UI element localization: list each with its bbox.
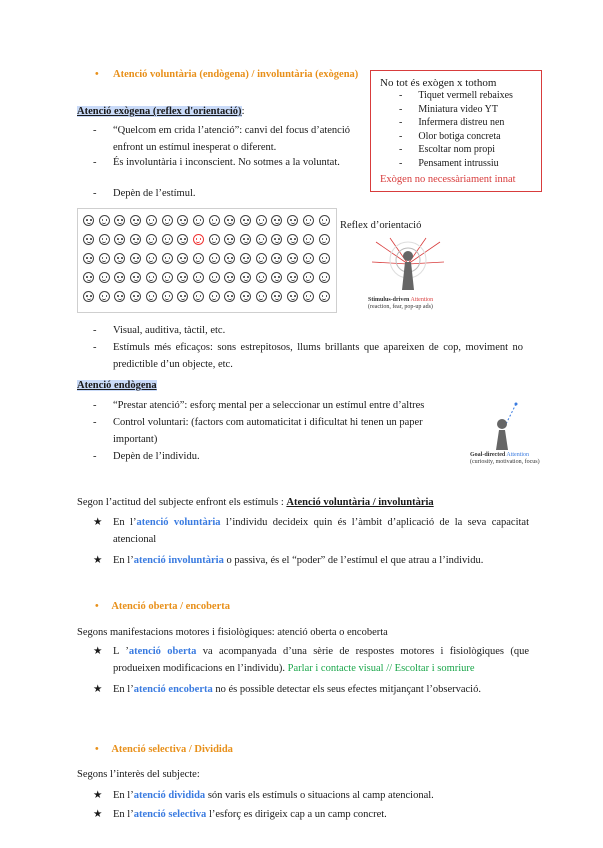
endogena-list [93, 397, 458, 465]
smiley-face-icon [271, 272, 282, 283]
list-item [93, 122, 363, 156]
note-item-text: Miniatura video YT [418, 103, 498, 115]
text-post: va acompanyada d’una sèrie de respostes motores i fisiològiques (que produeixen modificacions en l’individu). [113, 646, 529, 674]
smiley-face-icon [114, 272, 125, 283]
actitud-intro [77, 497, 537, 508]
figure1-label-rest: Attention [410, 297, 434, 303]
smiley-face-icon [162, 291, 173, 302]
text-post: són varis els estímuls o situacions al camp atencional. [205, 790, 434, 801]
smiley-face-icon [209, 234, 220, 245]
list-item-text: “Prestar atenció”: esforç mental per a seleccionar un estímul entre d’altres [113, 400, 425, 411]
dash-icon: - [93, 157, 97, 168]
dash-icon: - [399, 158, 403, 169]
smiley-face-icon [224, 291, 235, 302]
smiley-face-icon [287, 291, 298, 302]
note-item-text: Infermera distreu nen [418, 117, 505, 129]
heading-selectiva-dividida [95, 744, 233, 755]
smiley-face-icon [224, 215, 235, 226]
term-dividida: atenció dividida [133, 790, 206, 801]
heading-text: Atenció selectiva / Dividida [111, 744, 233, 755]
endogena-heading [77, 380, 157, 391]
smiley-face-icon [319, 291, 330, 302]
list-item [93, 322, 523, 339]
smiley-face-icon [130, 234, 141, 245]
smiley-face-icon [209, 215, 220, 226]
dash-icon: - [399, 130, 403, 142]
smiley-face-icon [287, 215, 298, 226]
smiley-face-icon [193, 215, 204, 226]
text-post: l’individu decideix quin és l’àmbit d’aplicació de la seva capacitat atencional [113, 517, 530, 545]
smiley-face-icon [162, 215, 173, 226]
smiley-face-icon [240, 215, 251, 226]
dash-icon: - [93, 125, 97, 136]
list-item-text: És involuntària i inconscient. No sotmes a la voluntat. [113, 157, 340, 168]
list-item [93, 552, 529, 569]
smiley-face-icon [114, 234, 125, 245]
heading-bullet: • [95, 744, 99, 755]
smiley-face-icon [303, 234, 314, 245]
actitud-intro-bold: Atenció voluntària / involuntària [286, 497, 434, 508]
smiley-face-icon [193, 272, 204, 283]
smiley-face-icon [224, 253, 235, 264]
star-icon: ★ [93, 790, 103, 801]
smiley-face-icon [146, 234, 157, 245]
dash-icon: - [93, 451, 97, 462]
smiley-face-icon [146, 215, 157, 226]
smiley-face-icon [177, 253, 188, 264]
smiley-face-icon [319, 234, 330, 245]
list-item-text: Estímuls més eficaços: sons estrepitosos, llums brillants que apareixen de cop, moviment no predictible d’un objecte, etc. [113, 342, 523, 370]
term-involuntaria: atenció involuntària [133, 555, 224, 566]
list-item-text: Visual, auditiva, tàctil, etc. [113, 325, 226, 336]
endogena-title: Atenció endògena [77, 380, 157, 391]
goal-directed-attention-figure [478, 402, 528, 450]
dash-icon: - [93, 417, 97, 428]
smiley-face-icon [240, 253, 251, 264]
smiley-face-icon [193, 291, 204, 302]
star-icon: ★ [93, 555, 103, 566]
smiley-face-icon [114, 253, 125, 264]
smiley-face-icon [99, 234, 110, 245]
smiley-face-icon [177, 234, 188, 245]
interes-list [93, 786, 529, 824]
list-item-text: Control voluntari: (factors com automaticitat i dificultat hi tenen un paper important) [113, 417, 423, 445]
text-post: l’esforç es dirigeix cap a un camp concret. [206, 809, 387, 820]
list-item-text [113, 514, 529, 548]
smiley-face-icon [303, 291, 314, 302]
note-title: No tot és exògen x tothom [380, 77, 497, 89]
smiley-grid-figure [77, 208, 337, 313]
smiley-face-icon [146, 253, 157, 264]
exogena-colon: : [241, 106, 245, 117]
list-item [93, 514, 529, 548]
list-item-text [113, 786, 529, 805]
dash-icon: - [399, 90, 403, 101]
heading-bullet: • [95, 601, 99, 612]
list-item [93, 805, 529, 824]
smiley-face-icon [303, 215, 314, 226]
list-item [93, 448, 458, 465]
smiley-face-icon [83, 234, 94, 245]
text-pre: L ’ [113, 646, 129, 657]
term-selectiva: atenció selectiva [133, 809, 207, 820]
heading-text: Atenció oberta / encoberta [111, 601, 230, 612]
exogena-title: Atenció exògena (reflex d'orientació) [77, 106, 242, 117]
figure1-caption: Reflex d’orientació [340, 220, 422, 231]
list-item [93, 156, 363, 169]
list-item [93, 185, 363, 202]
smiley-face-icon [177, 272, 188, 283]
figure2-label [470, 452, 540, 466]
smiley-face-icon [177, 291, 188, 302]
smiley-face-icon [319, 253, 330, 264]
note-item-text: Olor botiga concreta [418, 130, 501, 142]
dash-icon: - [93, 325, 97, 336]
smiley-face-icon [240, 234, 251, 245]
list-item-text [113, 643, 529, 677]
smiley-face-icon [287, 272, 298, 283]
heading-bullet: • [95, 69, 99, 80]
heading-oberta-encoberta [95, 601, 230, 612]
note-item-text: Pensament intrussiu [418, 158, 499, 169]
smiley-face-icon [256, 215, 267, 226]
list-item [93, 397, 458, 414]
smiley-face-icon [271, 253, 282, 264]
smiley-face-icon [271, 234, 282, 245]
smiley-face-icon [224, 272, 235, 283]
smiley-face-icon [99, 215, 110, 226]
list-item-text [113, 552, 529, 569]
dash-icon: - [93, 342, 97, 353]
list-item-text: Depèn de l’estímul. [113, 188, 196, 199]
term-voluntaria: atenció voluntària [136, 517, 221, 528]
manif-list [93, 643, 529, 698]
smiley-face-icon [319, 215, 330, 226]
smiley-face-icon [114, 215, 125, 226]
smiley-face-icon [209, 272, 220, 283]
smiley-face-icon [209, 291, 220, 302]
smiley-face-icon [99, 272, 110, 283]
dash-icon: - [93, 400, 97, 411]
smiley-face-icon [256, 234, 267, 245]
text-post: o passiva, és el “poder” de l’estímul el que atrau a l’individu. [223, 555, 484, 566]
smiley-face-icon [271, 291, 282, 302]
figure1-label [368, 297, 433, 311]
figure2-label-bold: Goal-directed [470, 452, 506, 458]
smiley-face-icon [114, 291, 125, 302]
star-icon: ★ [93, 684, 103, 695]
exogena-heading [77, 106, 244, 117]
smiley-face-icon [256, 272, 267, 283]
smiley-face-icon [303, 253, 314, 264]
note-item-text: Escoltar nom propi [418, 144, 495, 156]
text-post: no és possible detectar els seus efectes mitjançant l’observació. [212, 684, 481, 695]
list-item [93, 643, 529, 677]
dash-icon: - [399, 103, 403, 115]
smiley-face-icon [256, 253, 267, 264]
star-icon: ★ [93, 517, 103, 528]
note-box [370, 70, 542, 192]
interes-intro: Segons l’interès del subjecte: [77, 769, 200, 780]
list-item [93, 339, 523, 373]
heading-text: Atenció voluntària (endògena) / involuntària (exògena) [113, 69, 359, 80]
list-item-text: “Quelcom em crida l’atenció”: canvi del focus d’atenció enfront un estímul inesperat o diferent. [113, 125, 351, 153]
text-pre: En l’ [113, 555, 134, 566]
smiley-face-icon [83, 272, 94, 283]
smiley-face-icon [162, 253, 173, 264]
note-item [399, 131, 501, 142]
text-pre: En l’ [113, 684, 134, 695]
smiley-face-icon [83, 291, 94, 302]
star-icon: ★ [93, 646, 103, 657]
actitud-list [93, 514, 529, 569]
smiley-face-icon [240, 291, 251, 302]
list-item [93, 786, 529, 805]
figure2-label-rest: Attention [506, 452, 530, 458]
note-item [399, 117, 504, 128]
term-encoberta: atenció encoberta [133, 684, 213, 695]
odd-face-icon [193, 234, 204, 245]
text-pre: En l’ [113, 790, 134, 801]
smiley-face-icon [319, 272, 330, 283]
smiley-face-icon [162, 272, 173, 283]
star-icon: ★ [93, 809, 103, 820]
term-oberta: atenció oberta [128, 646, 197, 657]
list-item [93, 681, 529, 698]
actitud-intro-text: Segon l’actitud del subjecte enfront els estímuls : [77, 497, 287, 508]
note-item [399, 158, 499, 169]
smiley-face-icon [256, 291, 267, 302]
smiley-face-icon [209, 253, 220, 264]
smiley-face-icon [287, 234, 298, 245]
text-pre: En l’ [113, 517, 137, 528]
exogena-more-list [93, 322, 523, 373]
smiley-face-icon [146, 291, 157, 302]
note-item-text: Tiquet vermell rebaixes [418, 90, 513, 101]
smiley-face-icon [177, 215, 188, 226]
smiley-face-icon [99, 253, 110, 264]
note-item [399, 90, 513, 101]
smiley-face-icon [130, 253, 141, 264]
smiley-face-icon [83, 253, 94, 264]
list-item-text [113, 805, 529, 824]
smiley-face-icon [130, 291, 141, 302]
note-item [399, 104, 498, 115]
list-item [93, 414, 458, 448]
smiley-face-icon [271, 215, 282, 226]
smiley-face-icon [162, 234, 173, 245]
smiley-face-icon [224, 234, 235, 245]
text-pre: En l’ [113, 809, 134, 820]
smiley-face-icon [130, 272, 141, 283]
dash-icon: - [399, 117, 403, 129]
figure1-label-bold: Stimulus-driven [368, 297, 410, 303]
smiley-face-icon [193, 253, 204, 264]
example-text: Parlar i contacte visual // Escoltar i somriure [287, 663, 475, 674]
list-item-text [113, 681, 529, 698]
smiley-face-icon [240, 272, 251, 283]
list-item-text: Depèn de l’individu. [113, 451, 200, 462]
dash-icon: - [399, 144, 403, 156]
heading-voluntaria-involuntaria [95, 68, 365, 81]
stimulus-driven-attention-figure [368, 234, 448, 296]
smiley-face-icon [83, 215, 94, 226]
smiley-face-icon [146, 272, 157, 283]
figure2-label-sub: (curiosity, motivation, focus) [470, 459, 540, 465]
manif-intro: Segons manifestacions motores i fisiològiques: atenció oberta o encoberta [77, 627, 388, 638]
smiley-face-icon [130, 215, 141, 226]
smiley-face-icon [287, 253, 298, 264]
note-item [399, 144, 495, 155]
figure1-label-sub: (reaction, fear, pop-up ads) [368, 304, 433, 310]
dash-icon: - [93, 188, 97, 199]
note-warning: Exògen no necessàriament innat [380, 174, 516, 185]
smiley-face-icon [99, 291, 110, 302]
smiley-face-icon [303, 272, 314, 283]
